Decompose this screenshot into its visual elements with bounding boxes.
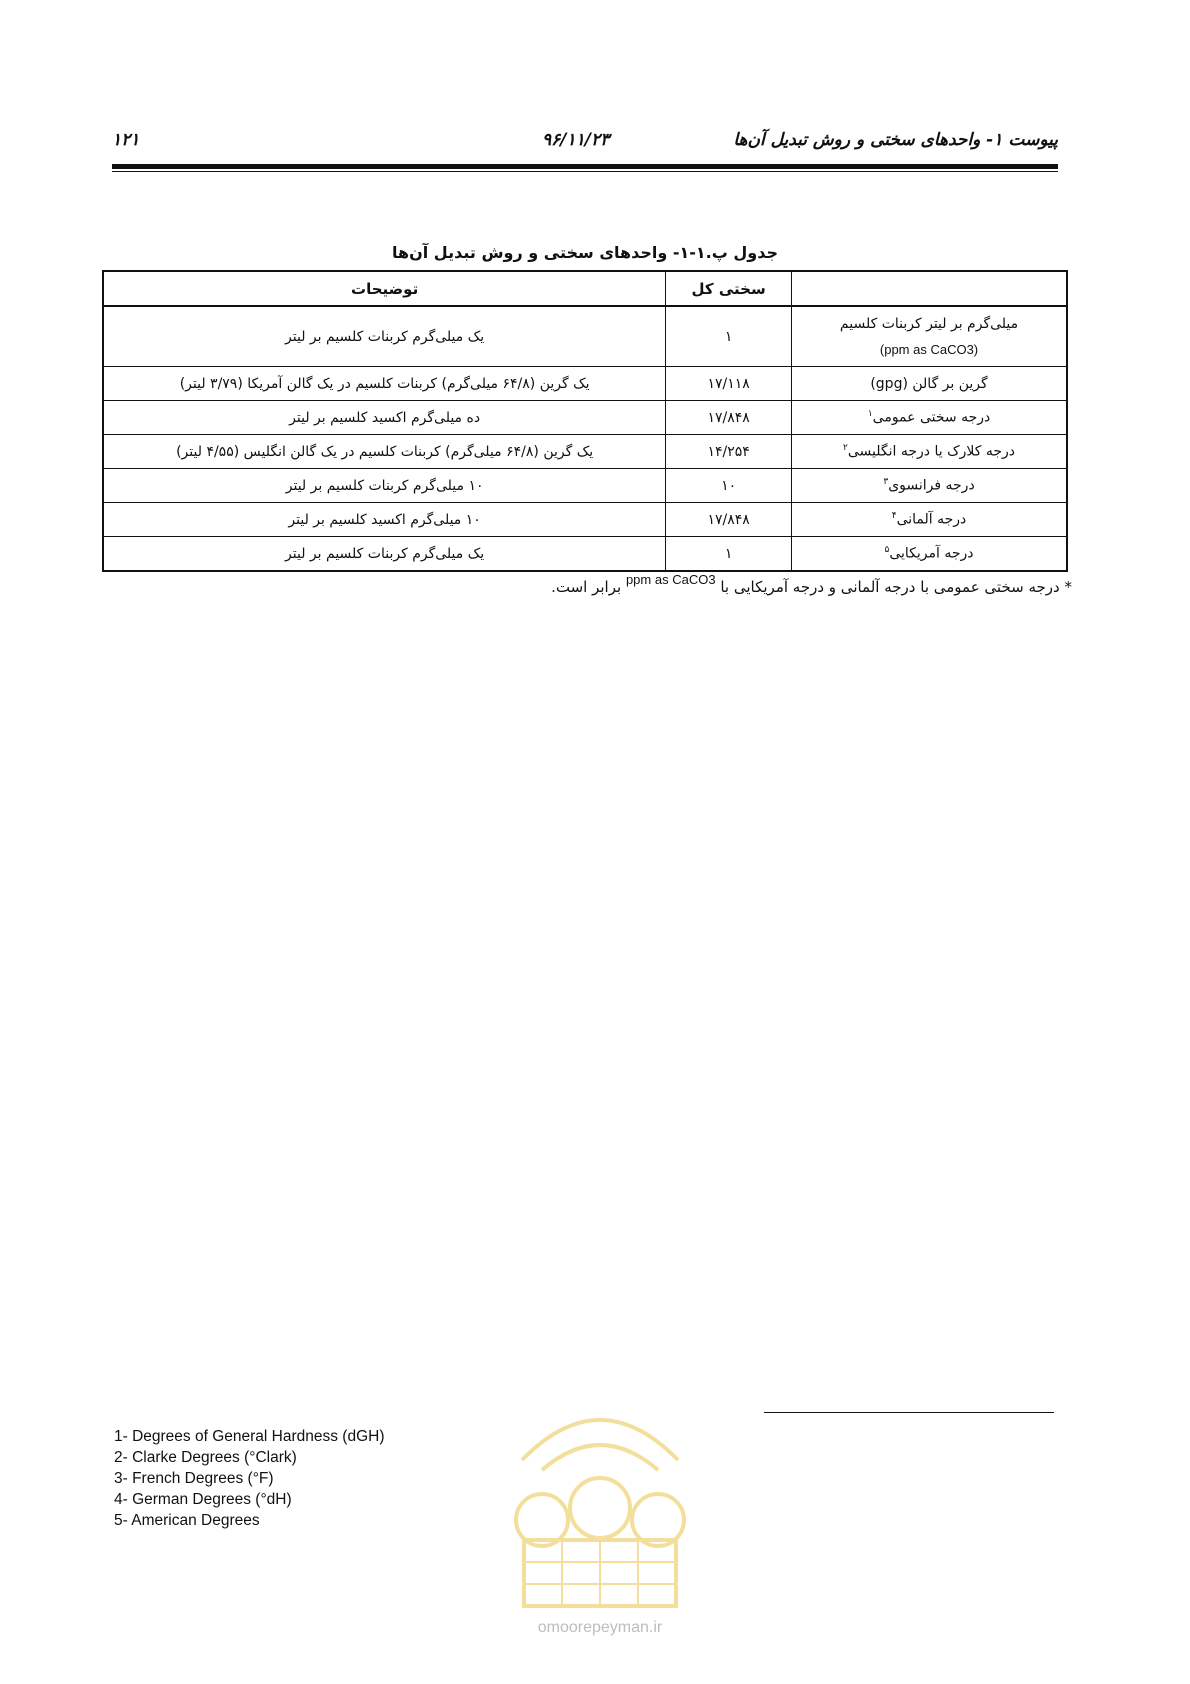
footnote-ref: ۱ (867, 409, 873, 420)
watermark-logo (482, 1390, 718, 1640)
value-cell: ۱۷/۸۴۸ (666, 401, 792, 435)
footnote-ref: ۲ (843, 443, 848, 454)
unit-name: درجه آلمانی (896, 511, 967, 528)
footnote-item: 5- American Degrees (114, 1512, 260, 1529)
description-cell: یک گرین (۶۴/۸ میلی‌گرم) کربنات کلسیم در یک گالن انگلیس (۴/۵۵ لیتر) (103, 435, 666, 469)
footnote-ref: ۵ (884, 545, 890, 556)
footnotes (114, 1426, 385, 1531)
table-note (551, 572, 1072, 596)
unit-cell (792, 537, 1067, 572)
table-caption: جدول پ.۱-۱- واحدهای سختی و روش تبدیل آن‌ها (391, 243, 778, 262)
watermark-site: omoorepeyman.ir (537, 1619, 663, 1636)
footnote-separator (764, 1412, 1054, 1413)
unit-subtitle: (ppm as CaCO3) (879, 341, 979, 357)
page-header (112, 130, 1058, 160)
value-cell: ۱ (666, 306, 792, 367)
page-number: ۱۲۱ (112, 130, 140, 150)
footnote-item: 4- German Degrees (°dH) (114, 1491, 292, 1508)
description-cell: ده میلی‌گرم اکسید کلسیم بر لیتر (103, 401, 666, 435)
table-header-row (103, 271, 1067, 306)
note-text-end: برابر است. (551, 578, 622, 596)
unit-name: میلی‌گرم بر لیتر کربنات کلسیم (839, 315, 1019, 332)
unit-cell: گرین بر گالن (gpg) (792, 367, 1067, 401)
header-description: توضیحات (103, 271, 666, 306)
unit-cell (792, 435, 1067, 469)
description-cell: یک میلی‌گرم کربنات کلسیم بر لیتر (103, 537, 666, 572)
table-row (103, 401, 1067, 435)
table-row (103, 537, 1067, 572)
value-cell: ۱۷/۱۱۸ (666, 367, 792, 401)
header-value: سختی کل (666, 271, 792, 306)
unit-name: درجه کلارک یا درجه انگلیسی (847, 443, 1015, 460)
description-cell: ۱۰ میلی‌گرم کربنات کلسیم بر لیتر (103, 469, 666, 503)
table-row (103, 503, 1067, 537)
header-unit (792, 271, 1067, 306)
note-text: * درجه سختی عمومی با درجه آلمانی و درجه آمریکایی با (720, 578, 1072, 596)
unit-name: درجه سختی عمومی (872, 409, 991, 426)
header-date: ۹۶/۱۱/۲۳ (542, 130, 610, 150)
header-title: پیوست ۱- واحدهای سختی و روش تبدیل آن‌ها (733, 130, 1058, 150)
unit-name: درجه آمریکایی (889, 545, 974, 562)
note-unit: ppm as CaCO3 (625, 572, 716, 587)
unit-cell (792, 469, 1067, 503)
table-row (103, 367, 1067, 401)
description-cell: ۱۰ میلی‌گرم اکسید کلسیم بر لیتر (103, 503, 666, 537)
footnote-ref: ۴ (891, 511, 897, 522)
unit-cell (792, 306, 1067, 367)
description-cell: یک گرین (۶۴/۸ میلی‌گرم) کربنات کلسیم در یک گالن آمریکا (۳/۷۹ لیتر) (103, 367, 666, 401)
description-cell: یک میلی‌گرم کربنات کلسیم بر لیتر (103, 306, 666, 367)
footnote-item: 1- Degrees of General Hardness (dGH) (114, 1428, 385, 1445)
footnote-item: 3- French Degrees (°F) (114, 1470, 274, 1487)
table-row (103, 435, 1067, 469)
value-cell: ۱ (666, 537, 792, 572)
table-row (103, 469, 1067, 503)
unit-name: درجه فرانسوی (888, 477, 975, 494)
header-rule-thick (112, 164, 1058, 169)
unit-cell (792, 401, 1067, 435)
hardness-table (102, 270, 1068, 572)
table-row (103, 306, 1067, 367)
value-cell: ۱۰ (666, 469, 792, 503)
value-cell: ۱۴/۲۵۴ (666, 435, 792, 469)
footnote-item: 2- Clarke Degrees (°Clark) (114, 1449, 297, 1466)
header-rule-thin (112, 171, 1058, 172)
value-cell: ۱۷/۸۴۸ (666, 503, 792, 537)
unit-cell (792, 503, 1067, 537)
footnote-ref: ۳ (883, 477, 889, 488)
